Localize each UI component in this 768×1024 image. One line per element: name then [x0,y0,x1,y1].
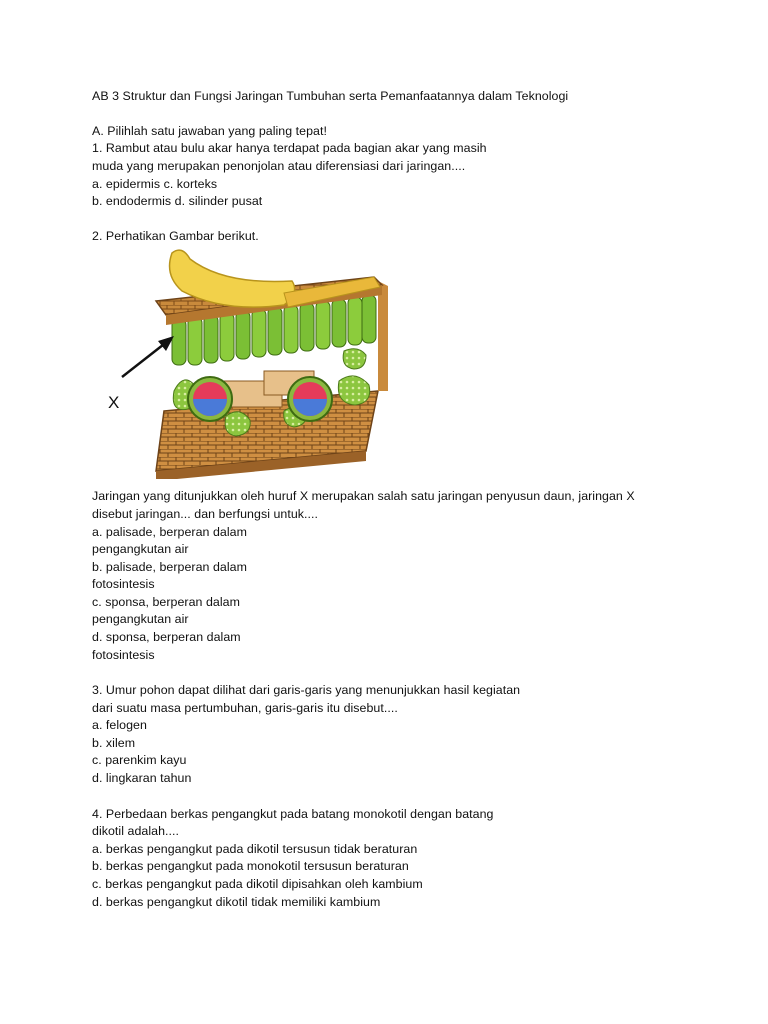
q2-intro: 2. Perhatikan Gambar berikut. [92,229,259,243]
leaf-cross-section-illustration [104,241,388,479]
q2-option-c: c. sponsa, berperan dalam [92,595,240,609]
arrow-pointer-icon [122,336,174,377]
q1-options-bd: b. endodermis d. silinder pusat [92,194,263,208]
q3-option-b: b. xilem [92,736,136,750]
q2-option-d-cont: fotosintesis [92,648,155,662]
q2-option-a: a. palisade, berperan dalam [92,525,247,539]
q3-text-line2: dari suatu masa pertumbuhan, garis-garis itu disebut.... [92,701,398,715]
q1-text-line2: muda yang merupakan penonjolan atau diferensiasi dari jaringan.... [92,159,466,173]
q2-option-d: d. sponsa, berperan dalam [92,630,241,644]
q2-option-a-cont: pengangkutan air [92,542,189,556]
q4-option-c: c. berkas pengangkut pada dikotil dipisahkan oleh kambium [92,877,423,891]
leaf-cross-section-figure [104,241,388,479]
q3-option-d: d. lingkaran tahun [92,771,192,785]
q2-option-b: b. palisade, berperan dalam [92,560,247,574]
q2-option-c-cont: pengangkutan air [92,612,189,626]
section-a-instruction: A. Pilihlah satu jawaban yang paling tepat! [92,124,327,138]
q2-text-line2: disebut jaringan... dan berfungsi untuk.... [92,507,319,521]
q4-option-d: d. berkas pengangkut dikotil tidak memiliki kambium [92,895,381,909]
q1-text-line1: 1. Rambut atau bulu akar hanya terdapat pada bagian akar yang masih [92,141,487,155]
figure-label-x: X [108,393,120,412]
q1-options-ac: a. epidermis c. korteks [92,177,218,191]
q4-text-line1: 4. Perbedaan berkas pengangkut pada batang monokotil dengan batang [92,807,494,821]
q4-text-line2: dikotil adalah.... [92,824,179,838]
q3-option-c: c. parenkim kayu [92,753,187,767]
q3-option-a: a. felogen [92,718,147,732]
worksheet-title: AB 3 Struktur dan Fungsi Jaringan Tumbuhan serta Pemanfaatannya dalam Teknologi [92,89,569,103]
q4-option-a: a. berkas pengangkut pada dikotil tersusun tidak beraturan [92,842,418,856]
q2-text-line1: Jaringan yang ditunjukkan oleh huruf X merupakan salah satu jaringan penyusun daun, jaringan X [92,489,635,503]
q4-option-b: b. berkas pengangkut pada monokotil tersusun beraturan [92,859,409,873]
q3-text-line1: 3. Umur pohon dapat dilihat dari garis-garis yang menunjukkan hasil kegiatan [92,683,521,697]
q2-option-b-cont: fotosintesis [92,577,155,591]
